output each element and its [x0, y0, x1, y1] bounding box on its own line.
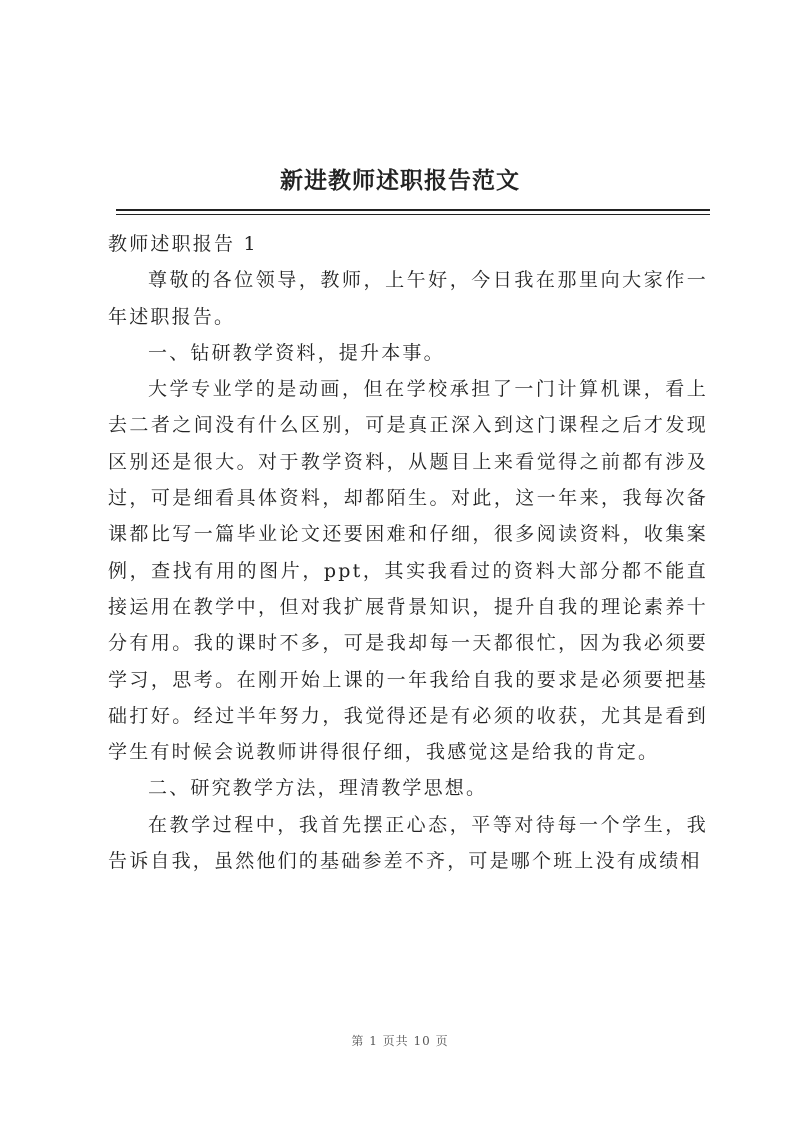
- paragraph-body-1: 大学专业学的是动画，但在学校承担了一门计算机课，看上去二者之间没有什么区别，可是真正深入到这门课程之后才发现区别还是很大。对于教学资料，从题目上来看觉得之前都有涉及过，可是细看具体资料，却都陌生。对此，这一年来，我每次备课都比写一篇毕业论文还要困难和仔细，很多阅读资料，收集案例，查找有用的图片，ppt，其实我看过的资料大部分都不能直接运用在教学中，但对我扩展背景知识，提升自我的理论素养十分有用。我的课时不多，可是我却每一天都很忙，因为我必须要学习，思考。在刚开始上课的一年我给自我的要求是必须要把基础打好。经过半年努力，我觉得还是有必须的收获，尤其是看到学生有时候会说教师讲得很仔细，我感觉这是给我的肯定。: [108, 378, 708, 764]
- section-heading: 教师述职报告 1: [108, 233, 258, 255]
- document-title: 新进教师述职报告范文: [280, 167, 520, 194]
- document-body: [108, 226, 708, 879]
- page-footer: 第 1 页共 10 页: [351, 1034, 449, 1048]
- paragraph-heading-2: 二、研究教学方法，理清教学思想。: [148, 777, 488, 800]
- title-rule-thin: [116, 214, 710, 215]
- title-rule-thick: [116, 209, 710, 211]
- paragraph-body-2: 在教学过程中，我首先摆正心态，平等对待每一个学生，我告诉自我，虽然他们的基础参差不齐，可是哪个班上没有成绩相: [108, 813, 708, 873]
- paragraph-heading-1: 一、钻研教学资料，提升本事。: [148, 341, 445, 364]
- paragraph-greeting: 尊敬的各位领导，教师，上午好，今日我在那里向大家作一年述职报告。: [108, 269, 708, 328]
